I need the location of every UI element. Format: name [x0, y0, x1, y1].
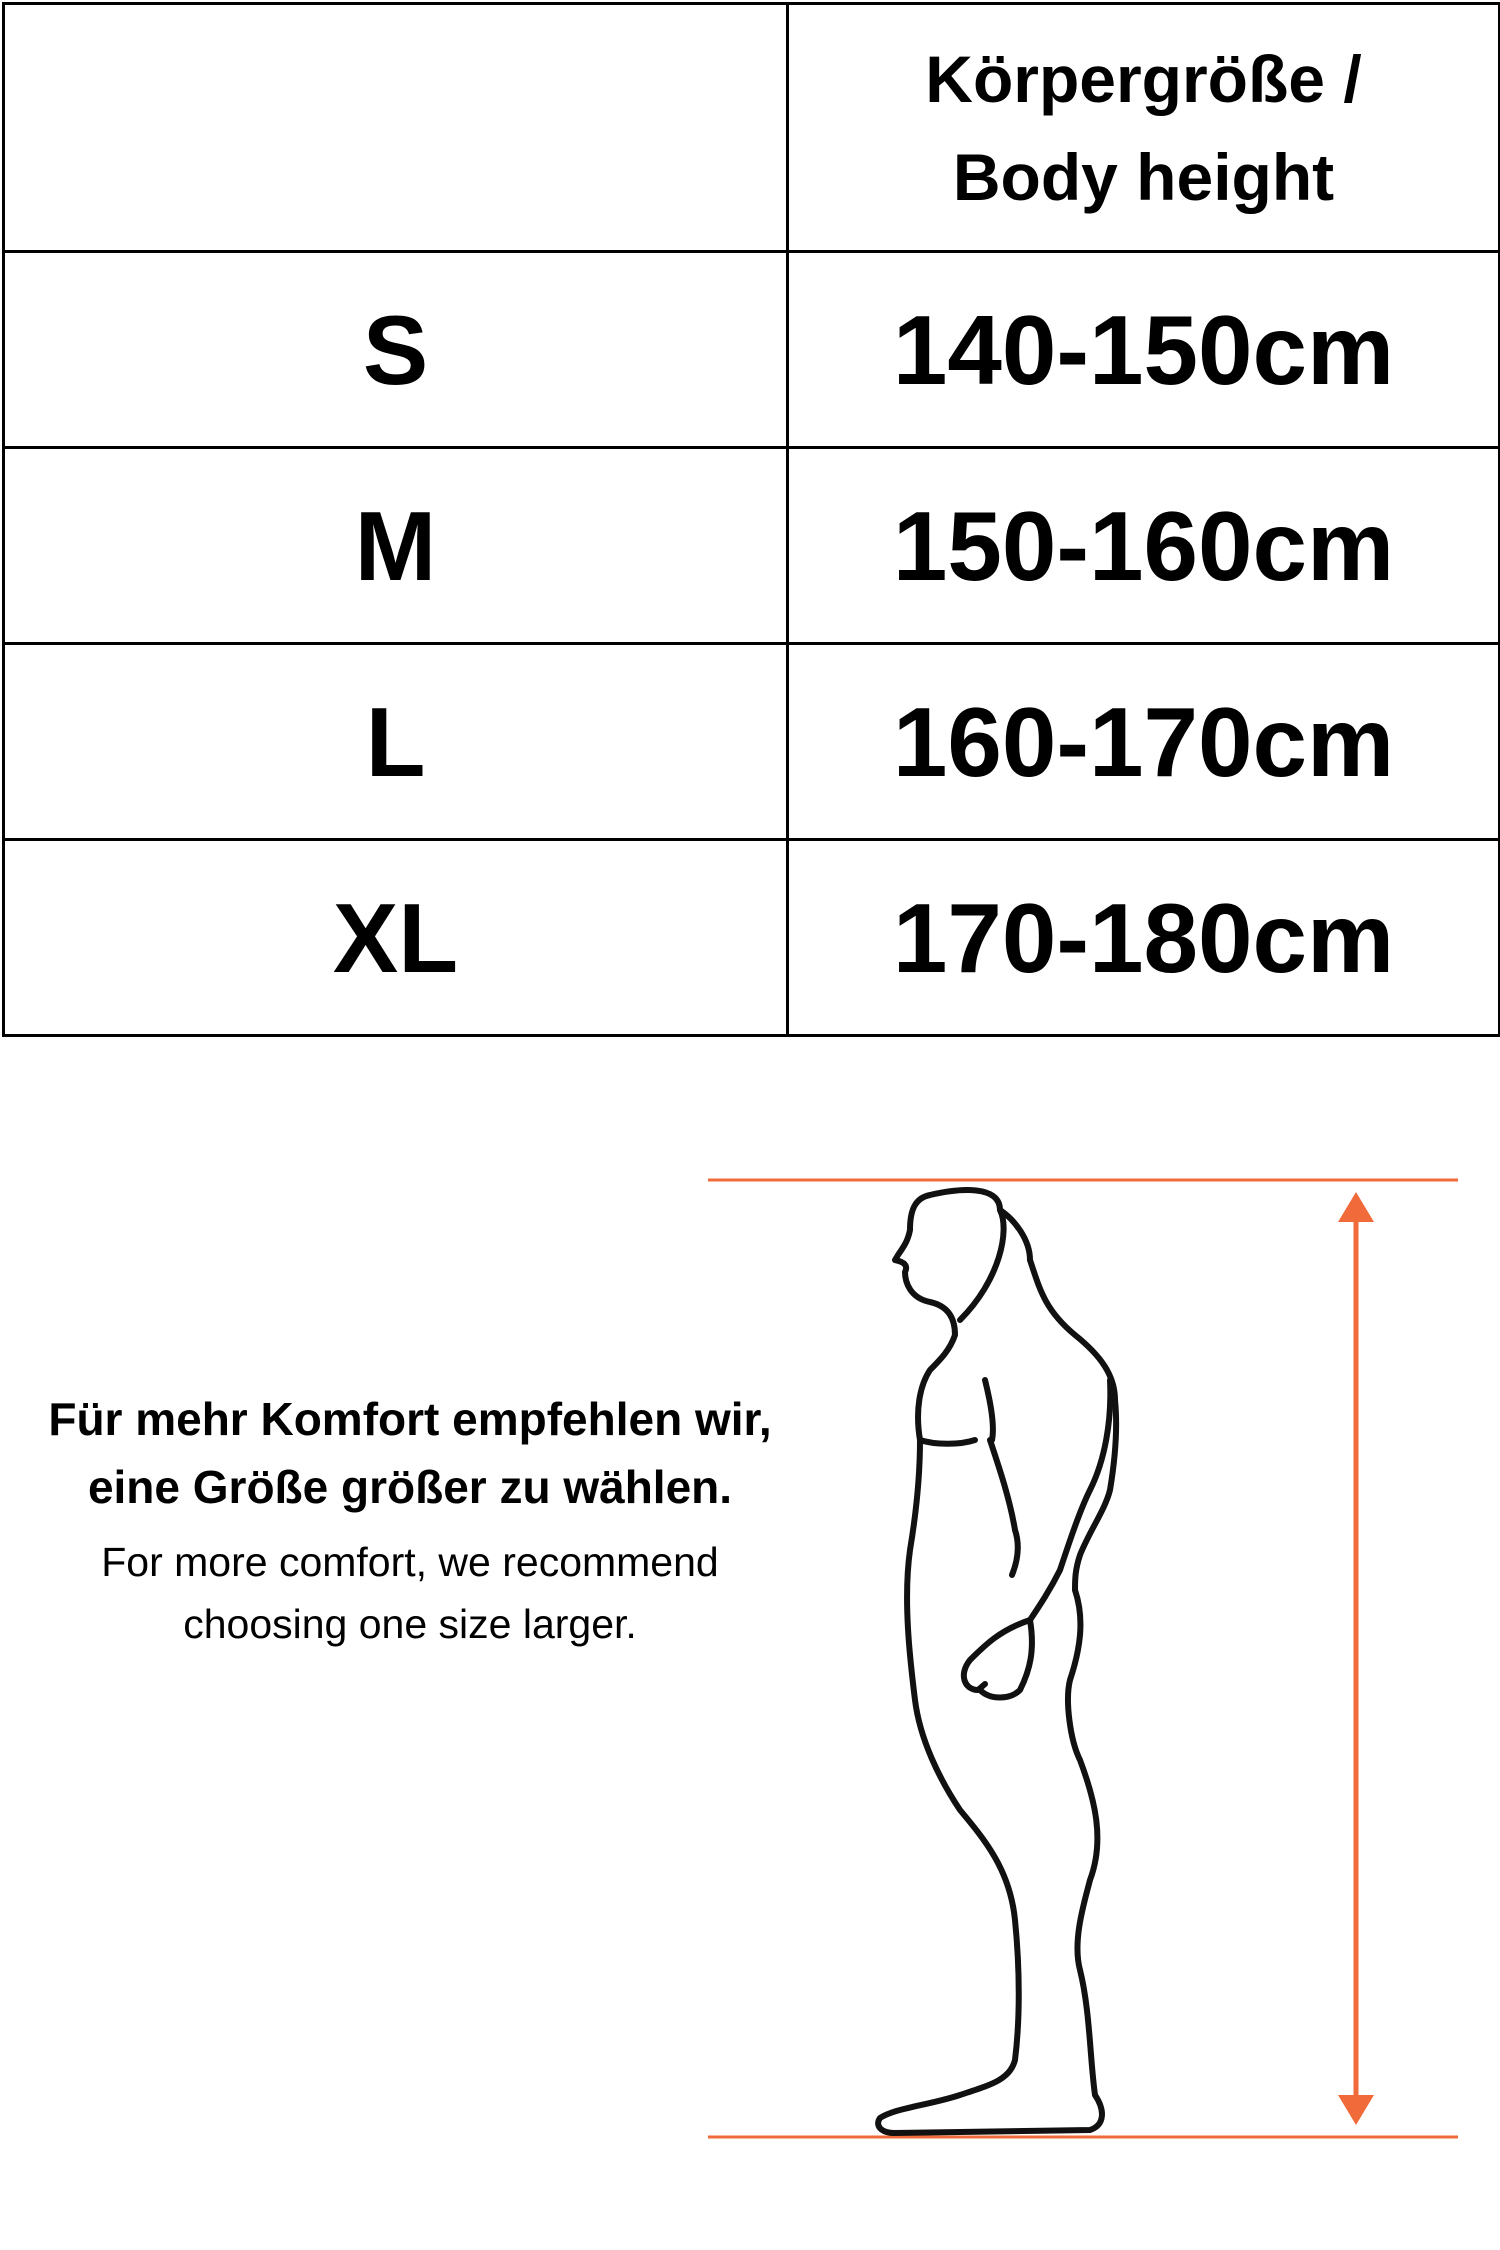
height-cell: 170-180cm	[788, 840, 1500, 1036]
note-en-line-2: choosing one size larger.	[183, 1601, 637, 1647]
note-en-line-1: For more comfort, we recommend	[101, 1539, 719, 1585]
size-cell: S	[4, 252, 788, 448]
height-header-line-de: Körpergröße /	[925, 41, 1362, 116]
height-header-line-en: Body height	[952, 139, 1335, 214]
size-cell: M	[4, 448, 788, 644]
height-cell: 140-150cm	[788, 252, 1500, 448]
note-de-line-2: eine Größe größer zu wählen.	[87, 1461, 733, 1513]
size-cell: XL	[4, 840, 788, 1036]
size-cell: L	[4, 644, 788, 840]
height-cell: 160-170cm	[788, 644, 1500, 840]
standing-person-silhouette-icon	[878, 1190, 1116, 2133]
double-headed-arrow-icon	[1338, 1192, 1374, 2125]
height-cell: 150-160cm	[788, 448, 1500, 644]
note-de-line-1: Für mehr Komfort empfehlen wir,	[48, 1393, 772, 1445]
